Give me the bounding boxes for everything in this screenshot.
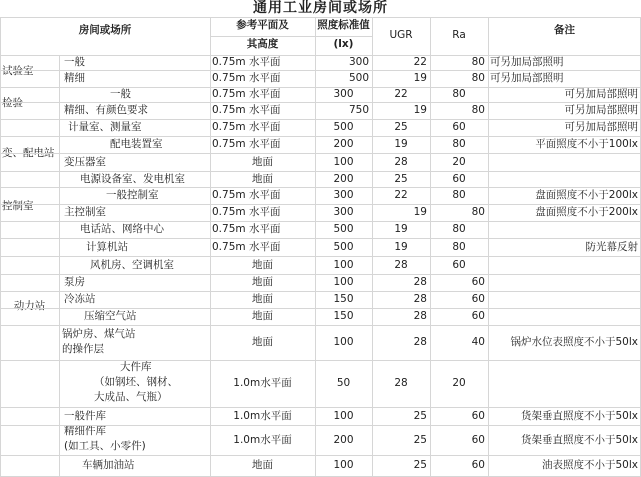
row-ra-value: 80: [452, 138, 466, 150]
row-place-name: 的操作层: [62, 343, 104, 355]
grid-line-h: [0, 153, 641, 154]
group-label: 试验室: [2, 65, 34, 77]
row-ra-value: 60: [471, 276, 485, 288]
header-ref-plane-2: 其高度: [246, 38, 279, 50]
row-ugr-value: 28: [394, 377, 408, 389]
row-ra-value: 60: [471, 434, 485, 446]
grid-line-h: [0, 256, 641, 257]
row-lux-value: 100: [333, 156, 354, 168]
row-place-name: 风机房、空调机室: [90, 259, 174, 271]
row-place-name: 电话站、网络中心: [80, 223, 164, 235]
table-title: 通用工业房间或场所: [253, 0, 388, 16]
grid-line-v: [430, 17, 431, 476]
row-place-name: 泵房: [64, 276, 85, 288]
grid-line-h: [0, 119, 641, 120]
grid-line-v: [210, 17, 211, 476]
row-ra-value: 60: [452, 173, 466, 185]
grid-line-h: [0, 425, 641, 426]
group-label: 控制室: [2, 200, 34, 212]
row-ugr-value: 19: [413, 206, 427, 218]
row-ra-value: 60: [471, 293, 485, 305]
grid-line-h: [0, 171, 641, 172]
row-ugr-value: 28: [413, 276, 427, 288]
row-remark: 可另加局部照明: [564, 88, 638, 100]
row-remark: 可另加局部照明: [564, 104, 638, 116]
row-remark: 可另加局部照明: [490, 56, 564, 68]
row-lux-value: 750: [348, 104, 369, 116]
row-ref-plane: 0.75m 水平面: [212, 88, 281, 100]
row-ref-plane: 地面: [252, 173, 273, 185]
row-ra-value: 80: [471, 56, 485, 68]
row-remark: 平面照度不小于100lx: [535, 138, 638, 150]
row-ref-plane: 地面: [252, 310, 273, 322]
grid-line-h: [0, 204, 641, 205]
row-ref-plane: 0.75m 水平面: [212, 104, 281, 116]
row-ref-plane: 1.0m水平面: [233, 410, 292, 422]
row-lux-value: 200: [333, 138, 354, 150]
grid-line-h: [0, 87, 641, 88]
grid-line-v: [315, 17, 316, 476]
row-ra-value: 80: [452, 241, 466, 253]
row-ref-plane: 地面: [252, 293, 273, 305]
grid-line-v: [372, 17, 373, 476]
row-ref-plane: 0.75m 水平面: [212, 223, 281, 235]
row-lux-value: 500: [333, 223, 354, 235]
grid-line-v: [488, 17, 489, 476]
row-place-name: 大件库: [120, 361, 152, 373]
header-ugr: UGR: [389, 29, 413, 41]
row-lux-value: 100: [333, 410, 354, 422]
header-remark: 备注: [554, 24, 575, 36]
row-place-name: 精细件库: [64, 425, 106, 437]
row-lux-value: 300: [333, 189, 354, 201]
row-ugr-value: 28: [413, 310, 427, 322]
grid-line-h: [0, 455, 641, 456]
row-lux-value: 150: [333, 310, 354, 322]
row-ugr-value: 19: [413, 104, 427, 116]
row-place-name: 一般: [64, 56, 85, 68]
row-lux-value: 100: [333, 259, 354, 271]
row-ref-plane: 地面: [252, 276, 273, 288]
row-remark: 盘面照度不小于200lx: [535, 189, 638, 201]
row-place-name: 主控制室: [64, 206, 106, 218]
row-place-name: 大成品、气瓶）: [94, 391, 168, 403]
header-lux-unit: (lx): [333, 38, 354, 50]
row-place-name: （如钢坯、钢材、: [94, 376, 178, 388]
row-place-name: 冷冻站: [64, 293, 96, 305]
grid-line-h: [0, 325, 641, 326]
row-ra-value: 80: [452, 189, 466, 201]
grid-line-h: [0, 70, 641, 71]
row-ref-plane: 1.0m水平面: [233, 434, 292, 446]
row-remark: 货架垂直照度不小于50lx: [521, 410, 638, 422]
row-ref-plane: 0.75m 水平面: [212, 121, 281, 133]
row-lux-value: 300: [348, 56, 369, 68]
row-place-name: 计量室、测量室: [68, 121, 142, 133]
row-place-name: 电源设备室、发电机室: [80, 173, 185, 185]
row-ra-value: 20: [452, 156, 466, 168]
row-remark: 可另加局部照明: [490, 72, 564, 84]
row-lux-value: 500: [348, 72, 369, 84]
row-ref-plane: 0.75m 水平面: [212, 206, 281, 218]
row-ra-value: 40: [471, 336, 485, 348]
row-lux-value: 500: [333, 121, 354, 133]
row-ugr-value: 28: [413, 293, 427, 305]
group-label: 变、配电站: [2, 147, 55, 159]
row-remark: 油表照度不小于50lx: [542, 459, 638, 471]
row-lux-value: 300: [333, 206, 354, 218]
row-ref-plane: 0.75m 水平面: [212, 189, 281, 201]
row-place-name: 压缩空气站: [84, 310, 137, 322]
row-lux-value: 150: [333, 293, 354, 305]
row-lux-value: 300: [333, 88, 354, 100]
row-ugr-value: 22: [413, 56, 427, 68]
header-ref-plane: 参考平面及: [236, 19, 289, 31]
row-ugr-value: 25: [413, 459, 427, 471]
row-place-name: 精细、有颜色要求: [64, 104, 148, 116]
row-place-name: 车辆加油站: [82, 459, 135, 471]
row-ugr-value: 19: [394, 241, 408, 253]
row-ref-plane: 地面: [252, 156, 273, 168]
row-ugr-value: 22: [394, 88, 408, 100]
row-ugr-value: 25: [413, 410, 427, 422]
grid-line-h: [0, 136, 641, 137]
row-remark: 盘面照度不小于200lx: [535, 206, 638, 218]
row-place-name: 一般: [110, 88, 131, 100]
header-place: 房间或场所: [78, 24, 132, 36]
row-ra-value: 60: [452, 121, 466, 133]
row-remark: 防光幕反射: [585, 241, 638, 253]
row-ref-plane: 地面: [252, 336, 273, 348]
row-place-name: 计算机站: [86, 241, 128, 253]
grid-line-v: [0, 17, 1, 476]
grid-line-v: [59, 55, 60, 476]
grid-line-h: [0, 238, 641, 239]
grid-line-h: [0, 187, 641, 188]
row-ugr-value: 28: [413, 336, 427, 348]
row-ra-value: 80: [452, 223, 466, 235]
row-place-name: (如工具、小零件): [64, 440, 146, 452]
row-place-name: 锅炉房、煤气站: [62, 328, 136, 340]
row-lux-value: 50: [336, 377, 351, 389]
row-place-name: 变压器室: [64, 156, 106, 168]
grid-line-h: [0, 102, 641, 103]
row-ref-plane: 0.75m 水平面: [212, 56, 281, 68]
grid-line-h: [0, 308, 641, 309]
row-ref-plane: 地面: [252, 459, 273, 471]
row-ref-plane: 0.75m 水平面: [212, 241, 281, 253]
row-ugr-value: 22: [394, 189, 408, 201]
row-remark: 可另加局部照明: [564, 121, 638, 133]
row-ref-plane: 0.75m 水平面: [212, 72, 281, 84]
row-ugr-value: 25: [394, 121, 408, 133]
row-lux-value: 100: [333, 336, 354, 348]
grid-line-h: [0, 221, 641, 222]
row-lux-value: 100: [333, 276, 354, 288]
row-ref-plane: 0.75m 水平面: [212, 138, 281, 150]
row-ra-value: 60: [471, 459, 485, 471]
grid-line-h: [0, 55, 641, 56]
row-lux-value: 200: [333, 173, 354, 185]
row-place-name: 精细: [64, 72, 85, 84]
header-lux: 照度标准值: [317, 19, 370, 31]
group-label: 动力站: [13, 300, 46, 312]
row-ugr-value: 28: [394, 259, 408, 271]
row-ra-value: 80: [452, 88, 466, 100]
header-ra: Ra: [452, 29, 466, 41]
row-ra-value: 60: [471, 410, 485, 422]
row-ra-value: 80: [471, 72, 485, 84]
grid-line-h: [0, 17, 641, 18]
row-ra-value: 60: [452, 259, 466, 271]
row-ra-value: 20: [452, 377, 466, 389]
row-ra-value: 80: [471, 206, 485, 218]
row-ugr-value: 25: [413, 434, 427, 446]
group-label: 检验: [2, 97, 23, 109]
row-place-name: 配电装置室: [110, 138, 163, 150]
grid-line-h: [0, 407, 641, 408]
grid-line-h: [0, 291, 641, 292]
grid-line-h: [0, 360, 641, 361]
row-ra-value: 80: [471, 104, 485, 116]
row-remark: 锅炉水位表照度不小于50lx: [510, 336, 638, 348]
row-remark: 货架垂直照度不小于50lx: [521, 434, 638, 446]
row-ra-value: 60: [471, 310, 485, 322]
row-place-name: 一般件库: [64, 410, 106, 422]
row-ugr-value: 19: [394, 223, 408, 235]
row-ugr-value: 19: [394, 138, 408, 150]
row-lux-value: 500: [333, 241, 354, 253]
row-place-name: 一般控制室: [106, 189, 159, 201]
grid-line-h: [0, 274, 641, 275]
row-ref-plane: 地面: [252, 259, 273, 271]
grid-line-h: [210, 36, 372, 37]
lighting-standards-table: [0, 17, 641, 476]
row-ugr-value: 28: [394, 156, 408, 168]
row-ref-plane: 1.0m水平面: [233, 377, 292, 389]
row-lux-value: 100: [333, 459, 354, 471]
row-ugr-value: 19: [413, 72, 427, 84]
row-lux-value: 200: [333, 434, 354, 446]
row-ugr-value: 25: [394, 173, 408, 185]
